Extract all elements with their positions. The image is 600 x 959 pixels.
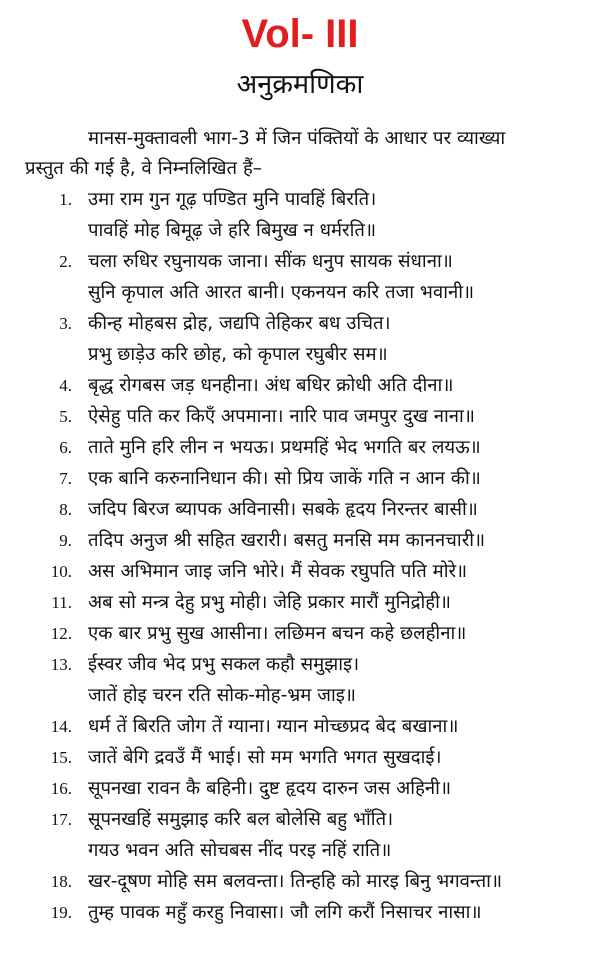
verse-text: धर्म तें बिरति जोग तें ग्याना। ग्यान मोच्छप्रद बेद बखाना॥ — [88, 716, 459, 737]
list-item — [0, 866, 600, 897]
verse-text: एक बानि करुनानिधान की। सो प्रिय जाकें गति न आन की॥ — [88, 468, 481, 489]
item-number: 4. — [59, 376, 72, 395]
list-item — [0, 587, 600, 618]
verse-text: ऐसेहु पति कर किएँ अपमाना। नारि पाव जमपुर दुख नाना॥ — [88, 406, 475, 427]
verse-line — [0, 649, 600, 680]
intro-line-2: प्रस्तुत की गई है, वे निम्नलिखित हैं– — [25, 158, 263, 179]
verse-line — [0, 308, 600, 339]
verse-text: जातें बेगि द्रवउँ मैं भाई। सो मम भगति भगत सुखदाई। — [88, 747, 442, 768]
verse-line — [0, 711, 600, 742]
item-number: 3. — [59, 314, 72, 333]
verse-line — [0, 277, 600, 308]
list-item — [0, 556, 600, 587]
item-number: 14. — [50, 717, 72, 736]
verse-line — [0, 742, 600, 773]
item-number: 19. — [50, 903, 72, 922]
list-item — [0, 184, 600, 246]
verse-index-list — [0, 184, 600, 928]
verse-text: जदिप बिरज ब्यापक अविनासी। सबके हृदय निरन्तर बासी॥ — [88, 499, 478, 520]
verse-text: कीन्ह मोहबस द्रोह, जद्यपि तेहिकर बध उचित। — [88, 313, 391, 334]
verse-text: एक बार प्रभु सुख आसीना। लछिमन बचन कहे छलहीना॥ — [88, 623, 467, 644]
verse-text: अस अभिमान जाइ जनि भोरे। मैं सेवक रघुपति पति मोरे॥ — [88, 561, 468, 582]
verse-text: तदिप अनुज श्री सहित खरारी। बसतु मनसि मम काननचारी॥ — [88, 530, 486, 551]
list-item — [0, 804, 600, 866]
verse-line — [0, 680, 600, 711]
verse-line — [0, 463, 600, 494]
verse-text: सूपनखहिं समुझाइ करि बल बोलेसि बहु भाँति। — [88, 809, 394, 830]
list-item — [0, 711, 600, 742]
verse-line — [0, 587, 600, 618]
verse-text: चला रुधिर रघुनायक जाना। सींक धनुप सायक संधाना॥ — [88, 251, 453, 272]
item-number: 10. — [50, 562, 72, 581]
item-number: 17. — [50, 810, 72, 829]
verse-text: प्रभु छाड़ेउ करि छोह, को कृपाल रघुबीर सम॥ — [88, 344, 388, 365]
verse-text: तुम्ह पावक महुँ करहु निवासा। जौ लगि करौं निसाचर नासा॥ — [88, 902, 482, 923]
verse-text: सुनि कृपाल अति आरत बानी। एकनयन करि तजा भवानी॥ — [88, 282, 475, 303]
list-item — [0, 432, 600, 463]
item-number: 7. — [59, 469, 72, 488]
list-item — [0, 742, 600, 773]
verse-line — [0, 618, 600, 649]
verse-text: अब सो मन्त्र देहु प्रभु मोही। जेहि प्रकार मारौं मुनिद्रोही॥ — [88, 592, 451, 613]
verse-line — [0, 556, 600, 587]
verse-line — [0, 401, 600, 432]
verse-text: ताते मुनि हरि लीन न भयऊ। प्रथमहिं भेद भगति बर लयऊ॥ — [88, 437, 481, 458]
verse-line — [0, 525, 600, 556]
item-number: 11. — [51, 593, 72, 612]
intro-line-1: मानस-मुक्तावली भाग-3 में जिन पंक्तियों के आधार पर व्याख्या — [88, 128, 506, 149]
verse-line — [0, 184, 600, 215]
list-item — [0, 649, 600, 711]
list-item — [0, 463, 600, 494]
item-number: 16. — [50, 779, 72, 798]
list-item — [0, 773, 600, 804]
list-item — [0, 370, 600, 401]
verse-text: उमा राम गुन गूढ़ पण्डित मुनि पावहिं बिरति। — [88, 189, 377, 210]
verse-line — [0, 866, 600, 897]
verse-text: खर-दूषण मोहि सम बलवन्ता। तिन्हहि को मारइ बिनु भगवन्ता॥ — [88, 871, 503, 892]
verse-line — [0, 835, 600, 866]
item-number: 13. — [50, 655, 72, 674]
item-number: 1. — [59, 190, 72, 209]
item-number: 6. — [59, 438, 72, 457]
item-number: 15. — [50, 748, 72, 767]
item-number: 8. — [59, 500, 72, 519]
verse-line — [0, 215, 600, 246]
item-number: 2. — [59, 252, 72, 271]
verse-line — [0, 494, 600, 525]
list-item — [0, 525, 600, 556]
list-item — [0, 494, 600, 525]
page-title: अनुक्रमणिका — [236, 69, 364, 100]
verse-text: ईस्वर जीव भेद प्रभु सकल कहौ समुझाइ। — [88, 654, 360, 675]
verse-line — [0, 339, 600, 370]
verse-line — [0, 432, 600, 463]
verse-text: बृद्ध रोगबस जड़ धनहीना। अंध बधिर क्रोधी अति दीना॥ — [88, 375, 454, 396]
verse-text: जातें होइ चरन रति सोक-मोह-भ्रम जाइ॥ — [88, 685, 356, 706]
verse-line — [0, 897, 600, 928]
verse-line — [0, 773, 600, 804]
item-number: 5. — [59, 407, 72, 426]
list-item — [0, 246, 600, 308]
verse-line — [0, 370, 600, 401]
verse-text: गयउ भवन अति सोचबस नींद परइ नहिं राति॥ — [88, 840, 392, 861]
list-item — [0, 618, 600, 649]
list-item — [0, 401, 600, 432]
item-number: 9. — [59, 531, 72, 550]
item-number: 18. — [50, 872, 72, 891]
list-item — [0, 308, 600, 370]
verse-text: सूपनखा रावन कै बहिनी। दुष्ट हृदय दारुन जस अहिनी॥ — [88, 778, 452, 799]
list-item — [0, 897, 600, 928]
verse-line — [0, 246, 600, 277]
item-number: 12. — [50, 624, 72, 643]
verse-line — [0, 804, 600, 835]
volume-label: Vol- III — [241, 12, 359, 56]
verse-text: पावहिं मोह बिमूढ़ जे हरि बिमुख न धर्मरति॥ — [88, 220, 377, 241]
